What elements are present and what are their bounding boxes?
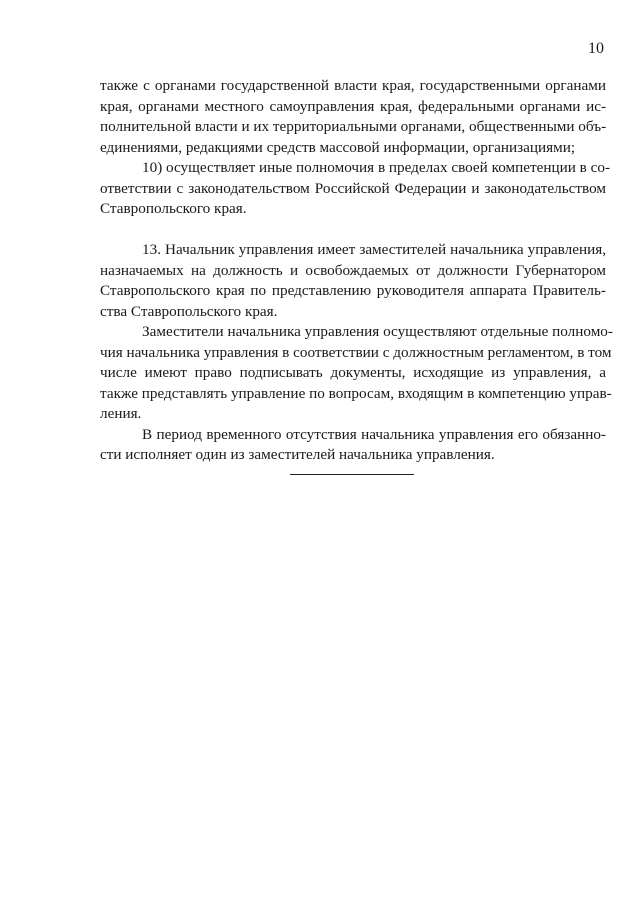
text-line: края, органами местного самоуправления края, федеральными органами ис- — [100, 97, 606, 115]
paragraph-spacer — [100, 220, 606, 241]
text-line: чия начальника управления в соответствии с должностным регламентом, в том — [100, 343, 612, 361]
text-line: Ставропольского края. — [100, 200, 247, 217]
text-line: 10) осуществляет иные полномочия в пределах своей компетенции в со- — [142, 159, 611, 176]
text-line: ответствии с законодательством Российской Федерации и законодательством — [100, 179, 606, 197]
text-line: 13. Начальник управления имеет заместителей начальника управления, — [142, 241, 606, 258]
closing-separator-line — [290, 474, 414, 475]
page-number: 10 — [588, 40, 604, 57]
text-line: Ставропольского края по представлению руководителя аппарата Правитель- — [100, 282, 606, 299]
text-line: назначаемых на должность и освобождаемых от должности Губернатором — [100, 261, 606, 279]
text-line: единениями, редакциями средств массовой информации, организациями; — [100, 138, 576, 156]
text-line: полнительной власти и их территориальными органами, общественными объ- — [100, 118, 607, 135]
text-line: ства Ставропольского края. — [100, 302, 278, 320]
text-line: ления. — [100, 405, 142, 422]
paragraph-contacts-continuation — [100, 76, 606, 158]
paragraph-section-13 — [100, 240, 606, 322]
text-line: Заместители начальника управления осуществляют отдельные полномо- — [142, 323, 613, 340]
text-line: числе имеют право подписывать документы, исходящие из управления, а — [100, 364, 606, 381]
text-line: сти исполняет один из заместителей начальника управления. — [100, 446, 495, 463]
text-line: В период временного отсутствия начальника управления его обязанно- — [142, 425, 606, 443]
paragraph-item-10 — [100, 158, 611, 220]
text-line: также с органами государственной власти края, государственными органами — [100, 77, 606, 94]
paragraph-temporary-absence — [100, 425, 606, 466]
paragraph-deputies-powers — [100, 322, 613, 425]
document-body — [100, 76, 613, 466]
text-line: также представлять управление по вопросам, входящим в компетенцию управ- — [100, 384, 612, 402]
